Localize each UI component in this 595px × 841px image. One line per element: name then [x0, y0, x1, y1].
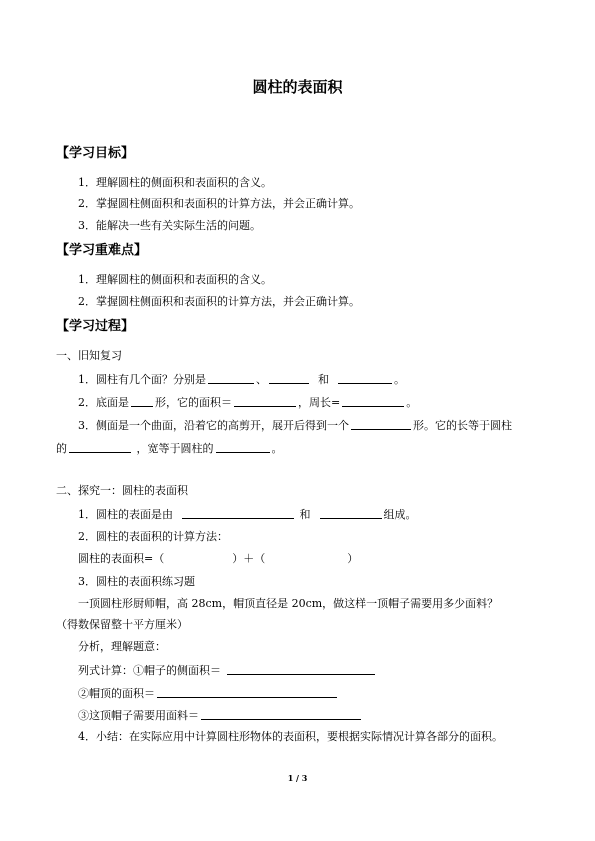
- problem-line-2: （得数保留整十平方厘米）: [56, 618, 188, 631]
- explore-heading: 二、探究一：圆柱的表面积: [56, 484, 188, 497]
- review-q2: 2．底面是 形，它的面积＝ ，周长= 。: [78, 396, 418, 409]
- answer-blank[interactable]: [320, 508, 382, 519]
- summary-line: 4．小结：在实际应用中计算圆柱形物体的表面积，要根据实际情况计算各部分的面积。: [78, 730, 503, 743]
- answer-blank[interactable]: [208, 373, 254, 384]
- calc-line-3: ③这顶帽子需要用面料＝: [78, 709, 363, 721]
- review-q3-line1: 3．侧面是一个曲面，沿着它的高剪开，展开后得到一个 形。它的长等于圆柱: [78, 419, 512, 432]
- page-title: 圆柱的表面积: [252, 78, 343, 96]
- goals-item-2: 2．掌握圆柱侧面积和表面积的计算方法，并会正确计算。: [78, 197, 360, 210]
- answer-blank[interactable]: [131, 396, 153, 407]
- answer-blank[interactable]: [227, 664, 375, 675]
- goals-item-3: 3．能解决一些有关实际生活的问题。: [78, 219, 261, 232]
- key-points-item-1: 1．理解圆柱的侧面积和表面积的含义。: [78, 273, 272, 286]
- surface-area-formula: 圆柱的表面积=（ ）＋（ ）: [78, 552, 359, 565]
- answer-blank[interactable]: [338, 373, 392, 384]
- goals-heading: 【学习目标】: [56, 146, 135, 161]
- answer-blank[interactable]: [351, 419, 411, 430]
- review-heading: 一、旧知复习: [56, 349, 122, 362]
- answer-blank[interactable]: [157, 687, 337, 698]
- explore-q2: 2．圆柱的表面积的计算方法：: [78, 530, 228, 543]
- answer-blank[interactable]: [201, 709, 361, 720]
- answer-blank[interactable]: [69, 442, 131, 453]
- process-heading: 【学习过程】: [56, 319, 135, 334]
- answer-blank[interactable]: [342, 396, 404, 407]
- analysis-label: 分析，理解题意：: [78, 640, 166, 653]
- page-number: 1 / 3: [287, 773, 308, 783]
- answer-blank[interactable]: [234, 396, 296, 407]
- answer-blank[interactable]: [182, 508, 294, 519]
- review-q1: 1．圆柱有几个面？分别是 、 和 。: [78, 373, 405, 386]
- answer-blank[interactable]: [216, 442, 270, 453]
- key-points-heading: 【学习重难点】: [56, 243, 148, 258]
- calc-line-2: ②帽顶的面积＝: [78, 687, 339, 699]
- goals-item-1: 1．理解圆柱的侧面积和表面积的含义。: [78, 176, 272, 189]
- problem-line-1: 一顶圆柱形厨师帽，高 28cm，帽顶直径是 20cm，做这样一顶帽子需要用多少面料？: [78, 597, 499, 610]
- key-points-item-2: 2．掌握圆柱侧面积和表面积的计算方法，并会正确计算。: [78, 295, 360, 308]
- review-q3-line2: 的 ，宽等于圆柱的 。: [56, 442, 283, 455]
- explore-q1: 1．圆柱的表面是由 和 组成。: [78, 508, 417, 521]
- explore-q3: 3．圆柱的表面积练习题: [78, 575, 195, 588]
- answer-blank[interactable]: [269, 373, 309, 384]
- calc-line-1: 列式计算：①帽子的侧面积＝: [78, 664, 377, 676]
